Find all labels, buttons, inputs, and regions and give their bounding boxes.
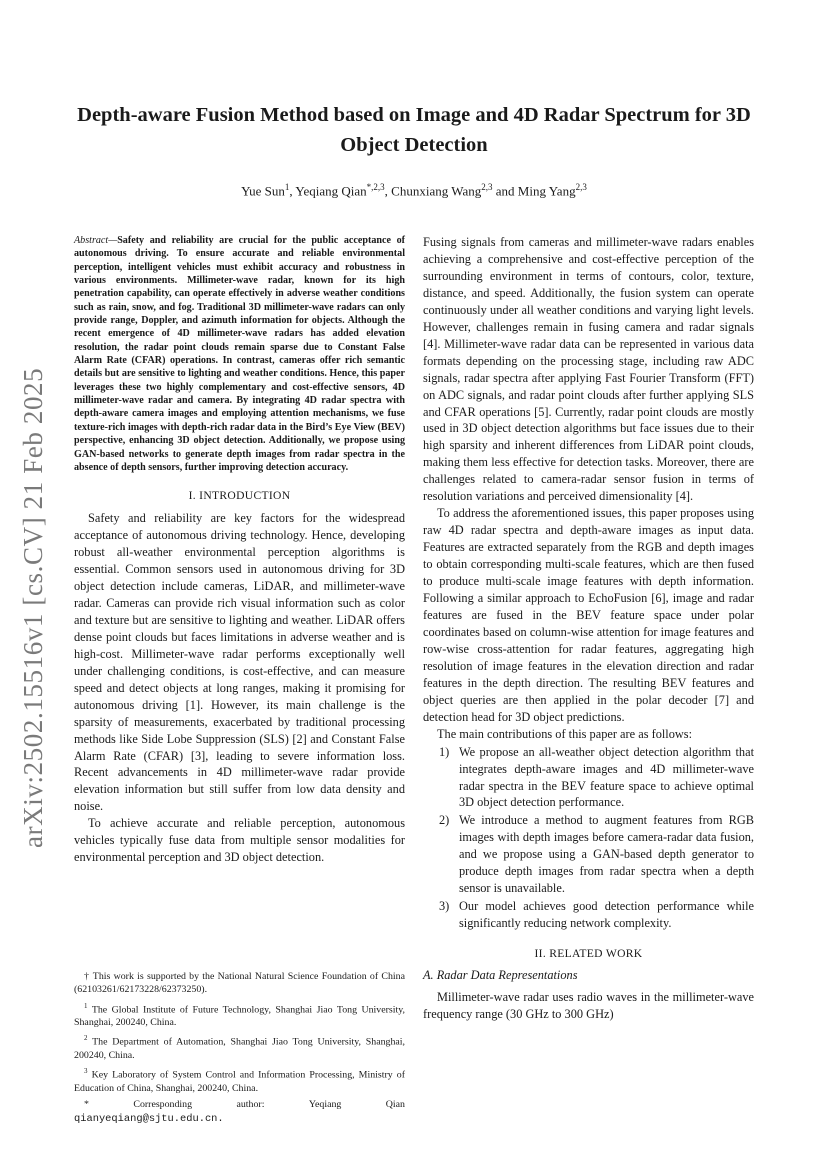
paper-title: Depth-aware Fusion Method based on Image and 4D Radar Spectrum for 3D Object Detection xyxy=(77,104,751,156)
contribution-item xyxy=(423,812,754,897)
related-paragraph: Millimeter-wave radar uses radio waves in the millimeter-wave frequency range (30 GHz to 300 GHz) xyxy=(423,990,754,1022)
right-column xyxy=(423,234,754,1023)
contributions-lead: The main contributions of this paper are as follows: xyxy=(437,726,693,741)
section-heading-introduction: I. INTRODUCTION xyxy=(188,489,291,503)
footnote-funding: † This work is supported by the National Natural Science Foundation of China (62103261/62173228/62373250). xyxy=(74,971,405,996)
footnote-number: 2 xyxy=(84,1034,88,1043)
footnote-corr-label: Corresponding xyxy=(133,1099,193,1111)
footnote-number: 3 xyxy=(84,1067,88,1076)
arxiv-identifier: arXiv:2502.15516v1 [cs.CV] 21 Feb 2025 xyxy=(18,367,48,848)
author-name: Yeqiang Qian xyxy=(295,183,367,199)
contribution-number: 3) xyxy=(439,899,450,914)
footnotes xyxy=(74,970,405,1129)
author-affiliation: 2,3 xyxy=(575,182,587,192)
footnote-corresponding xyxy=(74,1098,405,1111)
abstract-label: Abstract— xyxy=(74,235,118,246)
contributions-list xyxy=(423,744,754,932)
contribution-text: Our model achieves good detection performance while significantly reducing network complexity. xyxy=(459,899,754,931)
author-affiliation: 2,3 xyxy=(481,182,493,192)
section-heading-related-work: II. RELATED WORK xyxy=(534,947,643,961)
author-name: Ming Yang xyxy=(517,183,576,199)
contribution-number: 2) xyxy=(439,813,450,828)
intro-paragraph: To address the aforementioned issues, this paper proposes using raw 4D radar spectra and depth-aware images as input data. Features are extracted separately from the RGB and depth images to obtain corresponding multi-scale features, which are then fused to produce multi-scale image features with depth information. Following a similar approach to EchoFusion [6], image and radar features are fused in the BEV feature space under polar coordinates based on column-wise attention for image features and row-wise cross-attention for radar features, aggregating high resolution of image features in the elevation direction and radar features in the depth direction. The resulting BEV features and object queries are then applied in the polar decoder [7] and detection head for 3D object predictions. xyxy=(423,506,754,724)
footnote-corr-author: author: xyxy=(236,1099,265,1111)
contribution-text: We propose an all-weather object detection algorithm that integrates depth-aware images and 4D millimeter-wave radar spectra in the BEV feature space to achieve optimal 3D object detection performance. xyxy=(459,744,754,810)
author-affiliation: 1 xyxy=(284,182,290,192)
corresponding-email[interactable]: qianyeqiang@sjtu.edu.cn. xyxy=(74,1112,224,1125)
footnote-email-line xyxy=(74,1112,405,1126)
contribution-item xyxy=(423,898,754,932)
footnote-text: The Global Institute of Future Technology, Shanghai Jiao Tong University, Shanghai, 200240, China. xyxy=(74,1003,406,1029)
abstract xyxy=(74,234,405,474)
author-name: Chunxiang Wang xyxy=(391,183,482,199)
author-name: Yue Sun xyxy=(241,183,285,199)
footnote-number: 1 xyxy=(84,1001,88,1010)
author-list: Yue Sun$^1$, Yeqiang Qian$^{*,2,3}$, Chunxiang Wang$^{2,3}$ and Ming Yang$^{2,3}$ xyxy=(241,182,587,199)
footnote-corr-name: Qian xyxy=(385,1099,405,1111)
intro-paragraph: Fusing signals from cameras and millimeter-wave radars enables achieving a comprehensive and cost-effective perception of the surrounding environment in terms of contours, color, texture, distance, and speed. Additionally, the fusion system can operate continuously under all weather conditions and varying light levels. However, challenges remain in fusing camera and radar signals [4]. Millimeter-wave radar data can be represented in various data formats depending on the processing stage, including raw ADC signals, radar spectra after applying Fast Fourier Transform (FFT) on ADC signals, and radar point clouds after further applying SLS and CFAR operations [5]. Currently, radar point clouds are mostly used in 3D object detection algorithms but face issues due to their high sparsity and inherent differences from LiDAR point clouds, making them less effective for detection tasks. Moreover, there are challenges related to camera-radar sensor fusion in terms of resolution variations and perceived dimensionality [4]. xyxy=(423,235,754,504)
footnote-corr-name: Yeqiang xyxy=(308,1099,342,1111)
footnote-affiliation xyxy=(74,1032,405,1062)
footnote-corr-mark: * xyxy=(84,1099,89,1111)
intro-paragraph: To achieve accurate and reliable perception, autonomous vehicles typically fuse data from multiple sensor modalities for environmental perception and 3D object detection. xyxy=(74,816,405,865)
contribution-item xyxy=(423,744,754,812)
contribution-number: 1) xyxy=(439,744,450,759)
abstract-text: Safety and reliability are crucial for the public acceptance of autonomous driving. To ensure accurate and reliable environmental perception, intelligent vehicles must exhibit accuracy and robustness in various environments. Millimeter-wave radar, known for its high penetration capability, can operate effectively in adverse weather conditions such as rain, snow, and fog. Traditional 3D millimeter-wave radars can only provide range, Doppler, and azimuth information for objects. Although the recent emergence of 4D millimeter-wave radars has added elevation resolution, the radar point clouds remain sparse due to Constant False Alarm Rate (CFAR) operations. In contrast, cameras offer rich semantic details but are sensitive to lighting and weather conditions. Hence, this paper leverages these two highly complementary and cost-effective sensors, 4D millimeter-wave radar and camera. By integrating 4D radar spectra with depth-aware camera images and employing attention mechanisms, we fuse texture-rich images with depth-rich radar data in the Bird’s Eye View (BEV) perspective, enhancing 3D object detection. Additionally, we propose using GAN-based networks to generate depth images from radar spectra in the absence of depth sensors, further improving detection accuracy. xyxy=(74,235,405,473)
author-affiliation: *,2,3 xyxy=(366,182,385,192)
contribution-text: We introduce a method to augment features from RGB images with depth images before camera-radar data fusion, and we propose using a GAN-based depth generator to produce depth images from radar spectra when a depth sensor is unavailable. xyxy=(459,813,754,896)
footnote-text: Key Laboratory of System Control and Information Processing, Ministry of Education of China, Shanghai, 200240, China. xyxy=(74,1069,405,1094)
intro-paragraph: Safety and reliability are key factors for the widespread acceptance of autonomous driving technology. Hence, developing robust all-weather environmental perception algorithms is essential. Common sensors used in autonomous driving for 3D object detection include cameras, LiDAR, and millimeter-wave radar. Cameras can provide rich visual information such as color and texture but are sensitive to lighting and weather. LiDAR offers dense point clouds but faces limitations in adverse weather and is high-cost. Millimeter-wave radar performs exceptionally well under challenging conditions, is cost-effective, and can measure speed and detect objects at long ranges, making it promising for autonomous driving [1]. However, its main challenge is the sparsity of measurements, exacerbated by traditional processing methods like Side Lobe Suppression (SLS) [2] and Constant False Alarm Rate (CFAR) [3], leading to severe information loss. Recent advancements in 4D millimeter-wave radar provide elevation information but still suffer from low data density and noise. xyxy=(74,511,405,814)
subsection-heading: A. Radar Data Representations xyxy=(423,968,578,983)
footnote-text: The Department of Automation, Shanghai Jiao Tong University, Shanghai, 200240, China. xyxy=(74,1036,405,1062)
footnote-affiliation xyxy=(74,1065,405,1095)
left-column xyxy=(74,234,405,866)
footnote-affiliation xyxy=(74,1000,405,1030)
